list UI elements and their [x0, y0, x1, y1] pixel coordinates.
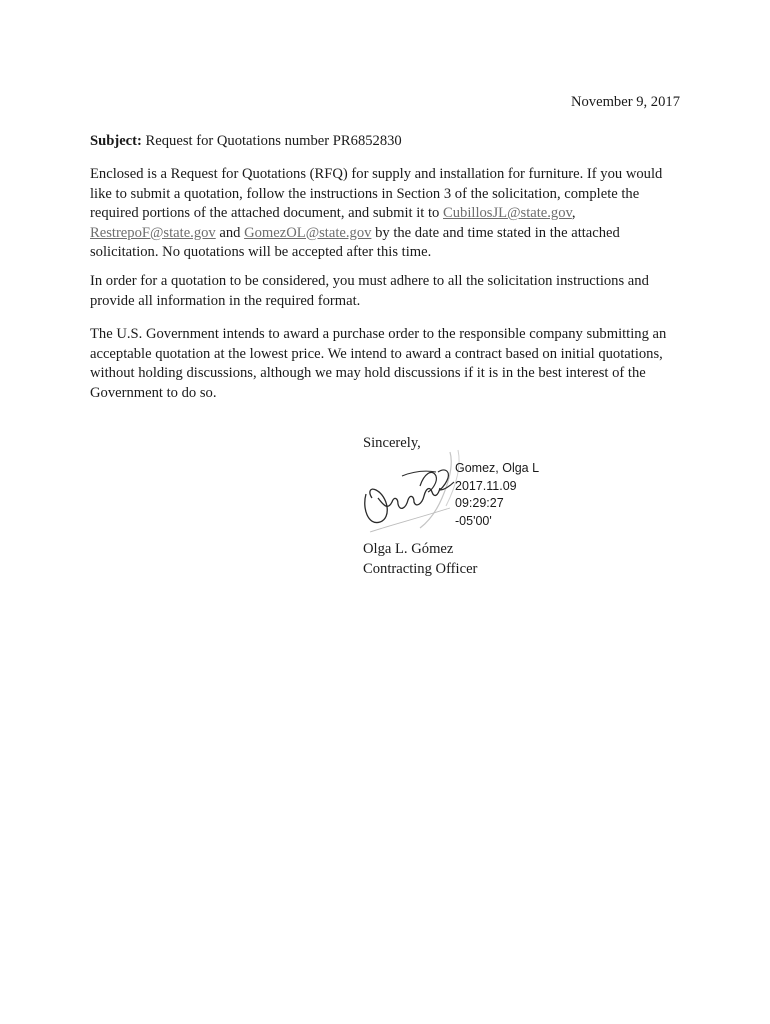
closing-salutation: Sincerely,: [363, 435, 421, 451]
paragraph-award: The U.S. Government intends to award a purchase order to the responsible company submitting an acceptable quotation at the lowest price. We intend to award a contract based on initial quotations, without holding discussions, although we may hold discussions if it is in the best interest of the Government to do so.: [90, 326, 667, 401]
digital-signature-name: Gomez, Olga L: [455, 461, 540, 475]
digital-signature-date: 2017.11.09: [455, 478, 517, 493]
signer-name: Olga L. Gómez: [363, 541, 454, 557]
email-link-restrepo[interactable]: RestrepoF@state.gov: [90, 224, 216, 241]
signer-title: Contracting Officer: [363, 560, 478, 577]
email-link-cubillos[interactable]: CubillosJL@state.gov: [443, 205, 572, 221]
subject-text: Request for Quotations number PR6852830: [141, 133, 402, 149]
subject-label: Subject:: [90, 133, 142, 149]
digital-signature-time: 09:29:27: [455, 496, 504, 510]
subject-line: [90, 131, 402, 151]
paragraph-instructions: In order for a quotation to be considered, you must adhere to all the solicitation instructions and provide all information in the required format.: [90, 273, 649, 309]
separator-and: and: [215, 224, 245, 241]
paragraph-enclosure: [90, 165, 685, 263]
signature-icon: [358, 446, 468, 541]
paragraph-enclosure-tail: by the date and time stated in the attached solicitation. No quotations will be accepted after this time.: [90, 224, 620, 260]
paragraph-enclosure-text: Enclosed is a Request for Quotations (RFQ) for supply and installation for furniture. If you would like to submit a quotation, follow the instructions in Section 3 of the solicitation, complete the required portions of the attached document, and submit it to: [90, 166, 663, 221]
letter-date: November 9, 2017: [570, 94, 680, 110]
email-link-gomez[interactable]: GomezOL@state.gov: [244, 224, 372, 241]
digital-signature-stamp: [455, 460, 539, 530]
digital-signature-offset: -05'00': [455, 513, 492, 528]
handwritten-signature: [358, 446, 468, 541]
separator-comma: ,: [571, 205, 576, 221]
signer-block: [363, 540, 477, 579]
